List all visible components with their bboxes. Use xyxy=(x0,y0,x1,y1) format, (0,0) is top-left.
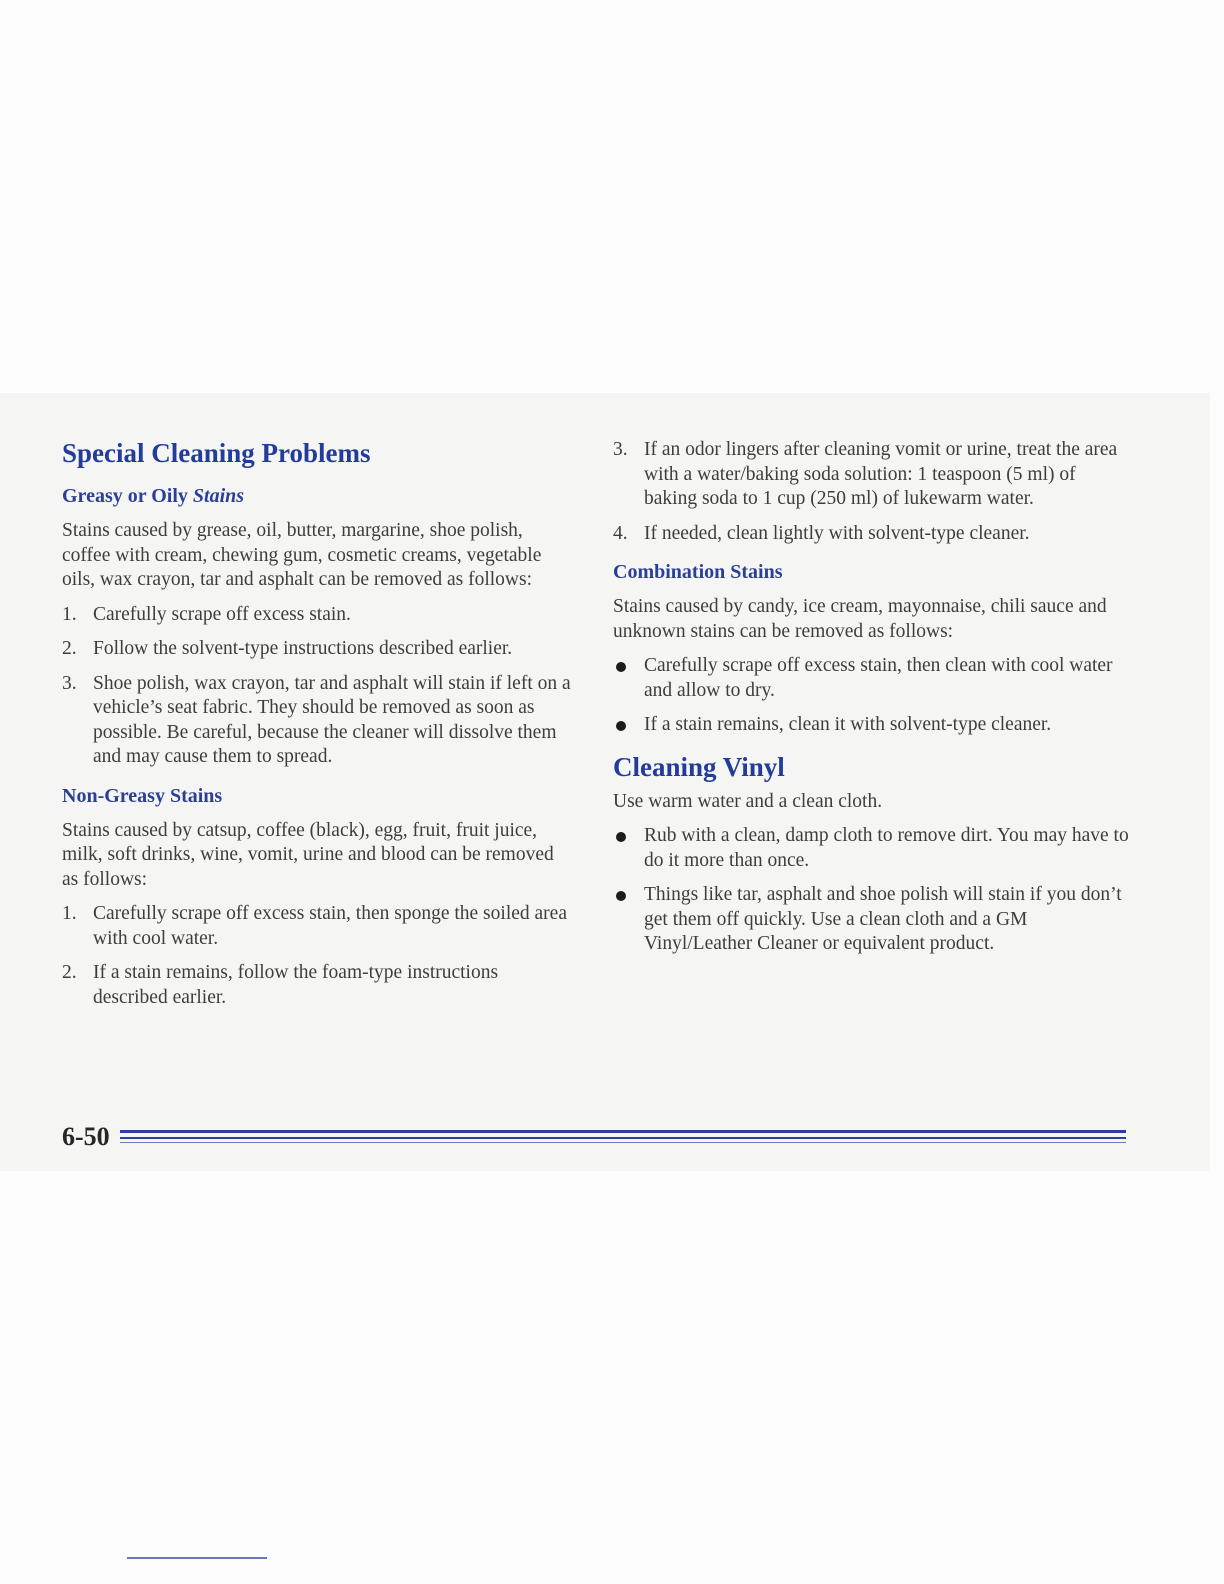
bullet-text: Rub with a clean, damp cloth to remove dirt. You may have to do it more than once. xyxy=(644,825,1129,871)
list-item xyxy=(62,603,574,628)
step-text: If a stain remains, follow the foam-type instructions described earlier. xyxy=(93,962,499,1008)
bullet-icon xyxy=(616,832,626,842)
list-item xyxy=(613,522,1133,547)
vinyl-bullets xyxy=(613,824,1133,957)
step-text: Shoe polish, wax crayon, tar and asphalt will stain if left on a vehicle’s seat fabric. They should be removed as soon as possible. Be careful, because the cleaner will dissolve them and may cause them to spread. xyxy=(93,672,571,767)
step-text: Follow the solvent-type instructions described earlier. xyxy=(93,638,513,659)
list-item xyxy=(62,902,574,951)
non-greasy-intro: Stains caused by catsup, coffee (black), egg, fruit, fruit juice, milk, soft drinks, wine, vomit, urine and blood can be removed as follows: xyxy=(62,819,554,890)
list-item xyxy=(613,654,1133,703)
subheading-greasy-part: Greasy or Oily xyxy=(62,485,193,507)
scan-artifact-line xyxy=(127,1557,267,1559)
bullet-icon xyxy=(616,662,626,672)
step-text: Carefully scrape off excess stain. xyxy=(93,603,351,625)
step-text: If needed, clean lightly with solvent-type cleaner. xyxy=(644,522,1030,544)
bullet-icon xyxy=(616,721,626,731)
footer-rule xyxy=(120,1142,1126,1143)
bullet-text: Carefully scrape off excess stain, then clean with cool water and allow to dry. xyxy=(644,655,1113,701)
list-item xyxy=(62,672,574,770)
step-text: Carefully scrape off excess stain, then sponge the soiled area with cool water. xyxy=(93,903,567,949)
list-item xyxy=(613,713,1133,738)
subheading-stains-part: Stains xyxy=(192,485,245,507)
section-title-special-cleaning: Special Cleaning Problems xyxy=(62,438,371,468)
combination-intro: Stains caused by candy, ice cream, mayonnaise, chili sauce and unknown stains can be removed as follows: xyxy=(613,596,1107,642)
combination-bullets xyxy=(613,654,1133,738)
step-number: 2. xyxy=(62,962,77,983)
list-item xyxy=(62,961,574,1010)
left-column xyxy=(62,436,574,1022)
list-item xyxy=(613,438,1133,512)
right-column xyxy=(613,438,1133,969)
step-number: 2. xyxy=(62,638,77,659)
step-number: 1. xyxy=(62,903,77,924)
non-greasy-steps-continued xyxy=(613,438,1133,546)
page-footer xyxy=(62,1120,1126,1156)
step-number: 4. xyxy=(613,522,628,544)
list-item xyxy=(62,637,574,662)
section-title-cleaning-vinyl: Cleaning Vinyl xyxy=(613,751,785,782)
list-item xyxy=(613,883,1133,957)
step-number: 3. xyxy=(613,439,628,460)
step-number: 3. xyxy=(62,672,77,694)
bullet-icon xyxy=(616,891,626,901)
list-item xyxy=(613,824,1133,873)
footer-rule xyxy=(120,1130,1126,1133)
subheading-combination-stains: Combination Stains xyxy=(613,561,783,583)
greasy-intro: Stains caused by grease, oil, butter, margarine, shoe polish, coffee with cream, chewing gum, cosmetic creams, vegetable oils, wax crayon, tar and asphalt can be removed as follows: xyxy=(62,520,542,590)
bullet-text: If a stain remains, clean it with solvent-type cleaner. xyxy=(644,714,1052,735)
bullet-text: Things like tar, asphalt and shoe polish will stain if you don’t get them off quickly. Use a clean cloth and a GM Vinyl/Leather Cleaner or equivalent product. xyxy=(644,884,1122,954)
step-number: 1. xyxy=(62,603,77,625)
non-greasy-steps xyxy=(62,902,574,1010)
greasy-steps xyxy=(62,603,574,770)
subheading-greasy-stains xyxy=(62,482,574,510)
footer-rule xyxy=(120,1137,1126,1139)
vinyl-intro: Use warm water and a clean cloth. xyxy=(613,790,883,812)
subheading-non-greasy-stains: Non-Greasy Stains xyxy=(62,784,223,807)
page-number: 6-50 xyxy=(62,1122,110,1151)
step-text: If an odor lingers after cleaning vomit or urine, treat the area with a water/baking soda solution: 1 teaspoon (5 ml) of baking soda to 1 cup (250 ml) of lukewarm water. xyxy=(644,439,1118,509)
